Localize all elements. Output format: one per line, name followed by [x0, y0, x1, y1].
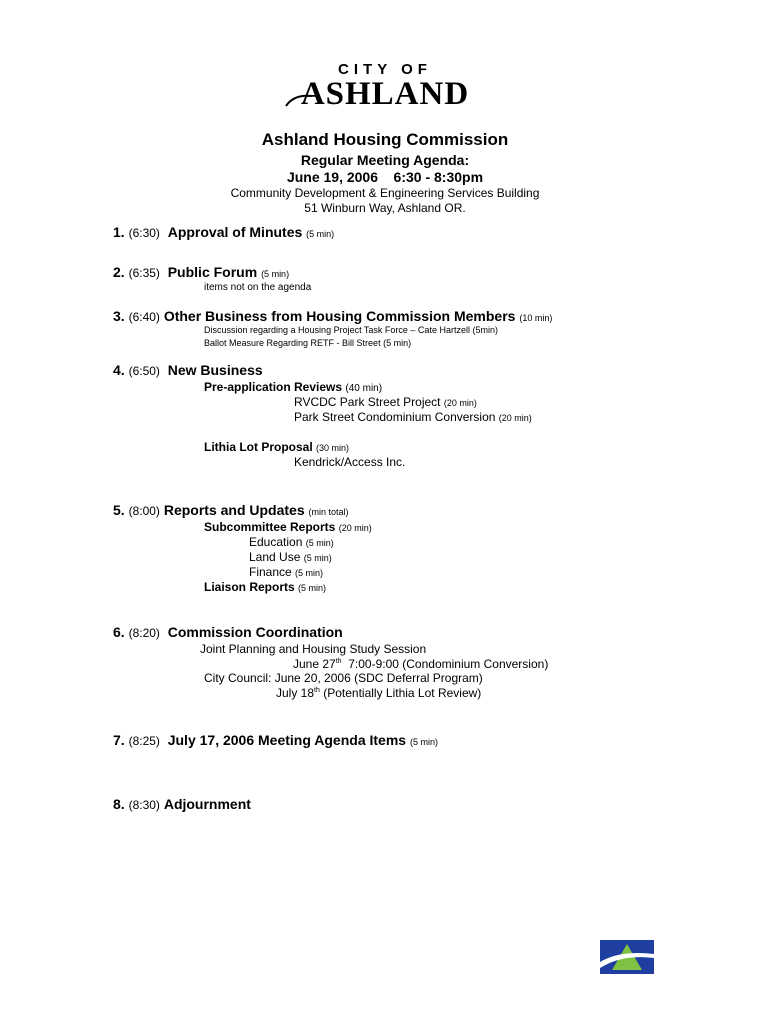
preapp-duration: (40 min): [345, 383, 383, 394]
meeting-building: Community Development & Engineering Services Building: [230, 186, 540, 200]
liaison-duration: (5 min): [298, 583, 327, 593]
item-number: 1.: [113, 224, 125, 240]
report-name: Land Use: [249, 550, 301, 564]
liaison-label: Liaison Reports: [204, 580, 295, 594]
lithia-detail: Kendrick/Access Inc.: [294, 455, 406, 469]
june27-session: [293, 657, 548, 671]
date-text: July 18: [276, 686, 315, 700]
item-duration: (min total): [308, 507, 349, 517]
report-item: [249, 565, 323, 579]
logo-ashland: ASHLAND: [300, 76, 470, 112]
item-number: 3.: [113, 308, 125, 324]
item-number: 8.: [113, 796, 125, 812]
report-duration: (5 min): [295, 568, 324, 578]
item-number: 2.: [113, 264, 125, 280]
item-title: Public Forum: [167, 264, 258, 280]
item-duration: (5 min): [306, 229, 335, 239]
city-emblem-icon: [600, 940, 654, 974]
item-number: 4.: [113, 362, 125, 378]
item-number: 5.: [113, 502, 125, 518]
report-duration: (5 min): [303, 553, 332, 563]
report-duration: (5 min): [305, 538, 334, 548]
item-time: (6:50): [128, 364, 160, 378]
item-duration: (10 min): [519, 313, 553, 323]
subcommittee-label: Subcommittee Reports: [204, 520, 336, 534]
item-time: (6:40): [128, 310, 160, 324]
agenda-subtitle: Regular Meeting Agenda:: [300, 152, 470, 168]
item-time: (6:35): [128, 266, 160, 280]
item-duration: (5 min): [261, 269, 290, 279]
lithia-heading: [204, 440, 349, 454]
meeting-address: 51 Winburn Way, Ashland OR.: [304, 201, 466, 215]
item-note: Discussion regarding a Housing Project Task Force – Cate Hartzell (5min): [204, 325, 498, 335]
agenda-item-2: [113, 264, 289, 280]
july18-session: [276, 686, 481, 700]
item-title: Approval of Minutes: [167, 224, 303, 240]
joint-session: Joint Planning and Housing Study Session: [200, 642, 427, 656]
item-title: New Business: [167, 362, 263, 378]
agenda-item-7: [113, 732, 438, 748]
liaison-heading: [204, 580, 326, 594]
logo-city-of: CITY OF: [338, 61, 432, 78]
project-duration: (20 min): [443, 398, 477, 408]
agenda-item-5: [113, 502, 349, 518]
subcommittee-heading: [204, 520, 372, 534]
item-title: Other Business from Housing Commission Members: [163, 308, 516, 324]
date-suffix: th: [314, 687, 320, 694]
lithia-duration: (30 min): [316, 443, 350, 453]
project-name: Park Street Condominium Conversion: [294, 410, 496, 424]
preapp-heading: [204, 380, 382, 394]
item-number: 7.: [113, 732, 125, 748]
project-duration: (20 min): [498, 413, 532, 423]
report-name: Finance: [249, 565, 292, 579]
item-title: Adjournment: [163, 796, 251, 812]
date-suffix: th: [335, 658, 342, 665]
session-detail: 7:00-9:00 (Condominium Conversion): [341, 657, 549, 671]
item-title: Commission Coordination: [167, 624, 343, 640]
item-time: (8:00): [128, 504, 160, 518]
item-time: (6:30): [128, 226, 160, 240]
project-item: [294, 395, 477, 409]
meeting-datetime: June 19, 2006 6:30 - 8:30pm: [286, 169, 484, 185]
agenda-item-8: [113, 796, 251, 812]
agenda-item-6: [113, 624, 343, 640]
report-item: [249, 535, 334, 549]
item-title: July 17, 2006 Meeting Agenda Items: [167, 732, 407, 748]
subcommittee-duration: (20 min): [338, 523, 372, 533]
item-note: Ballot Measure Regarding RETF - Bill Street (5 min): [204, 338, 412, 348]
session-detail: (Potentially Lithia Lot Review): [319, 686, 482, 700]
date-text: June 27: [293, 657, 336, 671]
project-name: RVCDC Park Street Project: [294, 395, 441, 409]
item-time: (8:30): [128, 798, 160, 812]
report-name: Education: [249, 535, 303, 549]
item-duration: (5 min): [409, 737, 438, 747]
lithia-label: Lithia Lot Proposal: [204, 440, 313, 454]
item-title: Reports and Updates: [163, 502, 305, 518]
item-note: items not on the agenda: [204, 282, 312, 293]
agenda-item-3: [113, 308, 552, 324]
item-time: (8:20): [128, 626, 160, 640]
agenda-item-1: [113, 224, 334, 240]
item-time: (8:25): [128, 734, 160, 748]
project-item: [294, 410, 532, 424]
logo-swoosh-icon: [284, 84, 314, 110]
page-title: Ashland Housing Commission: [261, 130, 509, 149]
item-number: 6.: [113, 624, 125, 640]
council-session: City Council: June 20, 2006 (SDC Deferral Program): [204, 671, 483, 685]
preapp-label: Pre-application Reviews: [204, 380, 343, 394]
report-item: [249, 550, 332, 564]
agenda-item-4: [113, 362, 263, 378]
